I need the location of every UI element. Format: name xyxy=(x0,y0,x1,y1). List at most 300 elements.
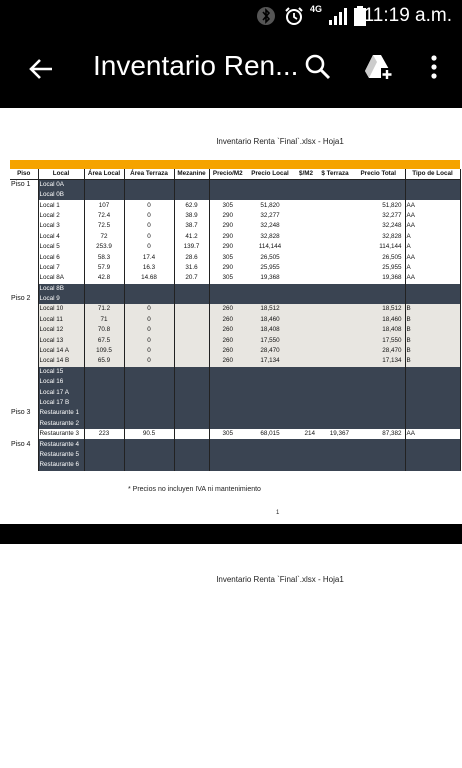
local-name-cell: Local 13 xyxy=(38,335,84,345)
local-name-cell: Local 8A xyxy=(38,273,84,283)
table-cell: 87,382 xyxy=(382,430,402,438)
table-cell xyxy=(318,356,352,366)
table-row xyxy=(10,221,460,231)
table-cell: 0 xyxy=(124,242,174,252)
table-cell xyxy=(294,387,318,397)
table-cell xyxy=(174,377,209,387)
header-cell: Tipo de Local xyxy=(405,169,460,180)
table-cell xyxy=(84,367,124,377)
floor-cell: Piso 2 xyxy=(10,294,38,304)
table-row xyxy=(10,408,460,418)
table-cell: A xyxy=(405,242,460,252)
header-cell: Local xyxy=(38,169,84,180)
table-cell xyxy=(294,450,318,460)
table-cell xyxy=(318,200,352,210)
local-name-cell: Local 12 xyxy=(38,325,84,335)
table-cell xyxy=(84,419,124,429)
table-cell xyxy=(174,387,209,397)
footnote: * Precios no incluyen IVA ni mantenimiento xyxy=(128,486,261,493)
table-cell: 17,134 xyxy=(352,356,405,366)
table-cell: AA xyxy=(405,221,460,231)
table-row xyxy=(10,242,460,252)
table-cell: 260 xyxy=(209,304,246,314)
table-cell xyxy=(209,439,246,449)
table-cell: 114,144 xyxy=(258,243,282,251)
table-cell: 65.9 xyxy=(84,356,124,366)
more-options-icon[interactable] xyxy=(424,53,444,81)
document-page-2[interactable] xyxy=(0,544,462,768)
table-cell xyxy=(318,273,352,283)
table-cell: A xyxy=(405,232,460,242)
local-name-cell: Local 9 xyxy=(38,294,84,304)
table-cell: 26,505 xyxy=(382,253,402,261)
table-cell xyxy=(84,180,124,191)
table-cell: 32,828 xyxy=(260,232,280,240)
table-cell xyxy=(294,200,318,210)
table-cell: 109.5 xyxy=(84,346,124,356)
table-cell: 0 xyxy=(124,232,174,242)
table-cell: 58.3 xyxy=(84,252,124,262)
header-accent-bar xyxy=(10,160,460,169)
document-page-1[interactable] xyxy=(0,108,462,524)
table-cell: 51,820 xyxy=(260,201,280,209)
table-cell: 18,460 xyxy=(352,315,405,325)
table-cell xyxy=(294,325,318,335)
sheet-title: Inventario Renta `Final`.xlsx - Hoja1 xyxy=(216,137,344,146)
floor-cell: Piso 3 xyxy=(10,408,38,418)
table-cell xyxy=(352,398,405,408)
table-cell xyxy=(294,408,318,418)
table-cell: 41.2 xyxy=(174,232,209,242)
table-cell xyxy=(174,315,209,325)
table-cell: 25,955 xyxy=(260,263,280,271)
table-cell xyxy=(318,180,352,191)
table-row xyxy=(10,304,460,314)
table-cell: 62.9 xyxy=(174,200,209,210)
floor-cell xyxy=(10,429,38,439)
local-name-cell: Local 0A xyxy=(38,180,84,191)
table-row xyxy=(10,398,460,408)
table-cell xyxy=(246,284,294,294)
table-cell: B xyxy=(405,356,460,366)
table-row xyxy=(10,180,460,191)
floor-cell xyxy=(10,398,38,408)
floor-cell xyxy=(10,284,38,294)
table-cell xyxy=(246,294,294,304)
table-row xyxy=(10,273,460,283)
table-cell: 17,550 xyxy=(246,335,294,345)
table-cell xyxy=(294,398,318,408)
table-cell: 19,367 xyxy=(329,430,349,438)
table-cell xyxy=(405,419,460,429)
table-cell xyxy=(294,346,318,356)
table-cell xyxy=(405,460,460,470)
table-cell xyxy=(405,439,460,449)
inventory-table xyxy=(10,169,461,471)
table-cell: 290 xyxy=(209,211,246,221)
table-cell xyxy=(318,367,352,377)
page-number: 1 xyxy=(276,510,280,516)
table-cell: 19,368 xyxy=(382,274,402,282)
table-cell: 17,550 xyxy=(352,335,405,345)
table-row xyxy=(10,335,460,345)
table-cell xyxy=(405,284,460,294)
table-cell xyxy=(174,294,209,304)
header-cell: Precio/M2 xyxy=(209,169,246,180)
document-title: Inventario Ren... xyxy=(93,50,299,81)
floor-cell xyxy=(10,356,38,366)
table-cell xyxy=(124,419,174,429)
page-gap xyxy=(0,524,462,544)
table-cell: 305 xyxy=(209,252,246,262)
table-cell: B xyxy=(405,346,460,356)
table-cell xyxy=(318,346,352,356)
table-cell xyxy=(294,356,318,366)
clock: 11:19 a.m. xyxy=(363,5,452,26)
table-cell xyxy=(124,180,174,191)
header-cell: Área Terraza xyxy=(124,169,174,180)
table-row xyxy=(10,263,460,273)
table-cell xyxy=(318,460,352,470)
table-row xyxy=(10,325,460,335)
local-name-cell: Local 16 xyxy=(38,377,84,387)
table-cell xyxy=(318,294,352,304)
table-cell xyxy=(318,398,352,408)
table-cell: 32,277 xyxy=(260,211,280,219)
table-cell xyxy=(318,263,352,273)
table-cell xyxy=(294,180,318,191)
table-cell xyxy=(294,304,318,314)
table-cell xyxy=(174,284,209,294)
table-cell: 17.4 xyxy=(124,252,174,262)
table-cell xyxy=(124,377,174,387)
table-cell: 19,368 xyxy=(260,274,280,282)
table-cell xyxy=(174,325,209,335)
table-cell xyxy=(124,387,174,397)
table-cell: AA xyxy=(405,429,460,439)
table-cell xyxy=(352,460,405,470)
table-cell xyxy=(174,180,209,191)
table-cell: 17,134 xyxy=(246,356,294,366)
table-cell: 0 xyxy=(124,200,174,210)
table-cell: 32,828 xyxy=(382,232,402,240)
local-name-cell: Local 17 B xyxy=(38,398,84,408)
table-cell xyxy=(209,190,246,200)
table-cell xyxy=(318,190,352,200)
table-cell xyxy=(318,304,352,314)
local-name-cell: Restaurante 5 xyxy=(38,450,84,460)
table-cell xyxy=(294,252,318,262)
table-cell xyxy=(294,439,318,449)
table-cell: 28.6 xyxy=(174,252,209,262)
local-name-cell: Local 14 B xyxy=(38,356,84,366)
table-cell xyxy=(294,190,318,200)
local-name-cell: Local 2 xyxy=(38,211,84,221)
table-cell xyxy=(318,439,352,449)
floor-cell xyxy=(10,252,38,262)
table-cell: 0 xyxy=(124,325,174,335)
table-cell: 139.7 xyxy=(174,242,209,252)
table-cell: 28,470 xyxy=(352,346,405,356)
floor-cell xyxy=(10,367,38,377)
local-name-cell: Local 7 xyxy=(38,263,84,273)
local-name-cell: Local 10 xyxy=(38,304,84,314)
table-cell: 290 xyxy=(209,242,246,252)
table-cell xyxy=(405,180,460,191)
table-cell xyxy=(352,367,405,377)
local-name-cell: Local 1 xyxy=(38,200,84,210)
table-cell xyxy=(246,408,294,418)
spreadsheet xyxy=(10,160,460,471)
table-cell xyxy=(84,284,124,294)
table-cell xyxy=(174,450,209,460)
table-cell: 114,144 xyxy=(379,243,402,251)
table-cell xyxy=(318,211,352,221)
header-cell: $/M2 xyxy=(294,169,318,180)
floor-cell xyxy=(10,419,38,429)
table-cell xyxy=(294,335,318,345)
floor-cell xyxy=(10,335,38,345)
status-bar xyxy=(0,0,462,32)
table-row xyxy=(10,232,460,242)
table-row xyxy=(10,439,460,449)
table-cell xyxy=(124,460,174,470)
table-row xyxy=(10,450,460,460)
table-cell: B xyxy=(405,325,460,335)
table-cell xyxy=(405,450,460,460)
table-cell xyxy=(318,377,352,387)
app-bar xyxy=(0,32,462,108)
local-name-cell: Restaurante 3 xyxy=(38,429,84,439)
table-cell: 16.3 xyxy=(124,263,174,273)
table-cell xyxy=(246,367,294,377)
local-name-cell: Restaurante 6 xyxy=(38,460,84,470)
table-cell xyxy=(209,294,246,304)
table-cell xyxy=(318,408,352,418)
table-cell: 260 xyxy=(209,315,246,325)
table-cell xyxy=(209,180,246,191)
table-cell xyxy=(209,450,246,460)
table-cell xyxy=(318,252,352,262)
table-cell xyxy=(352,284,405,294)
table-cell xyxy=(318,325,352,335)
table-cell xyxy=(352,294,405,304)
table-cell xyxy=(352,450,405,460)
table-cell: 26,505 xyxy=(260,253,280,261)
header-cell: Mezanine xyxy=(174,169,209,180)
table-header-row xyxy=(10,169,460,180)
table-cell: 72.4 xyxy=(84,211,124,221)
table-cell xyxy=(352,377,405,387)
table-cell xyxy=(84,398,124,408)
table-cell xyxy=(405,387,460,397)
table-cell xyxy=(246,398,294,408)
table-cell: 18,512 xyxy=(246,304,294,314)
table-cell: 72 xyxy=(84,232,124,242)
local-name-cell: Restaurante 2 xyxy=(38,419,84,429)
local-name-cell: Local 8B xyxy=(38,284,84,294)
table-cell xyxy=(209,419,246,429)
table-cell xyxy=(405,398,460,408)
table-cell xyxy=(174,304,209,314)
table-cell xyxy=(209,367,246,377)
table-cell: AA xyxy=(405,211,460,221)
table-cell xyxy=(352,419,405,429)
table-cell: 0 xyxy=(124,211,174,221)
table-cell: 32,277 xyxy=(382,211,402,219)
header-cell: $ Terraza xyxy=(318,169,352,180)
alarm-icon xyxy=(284,6,304,26)
table-cell xyxy=(124,408,174,418)
floor-cell xyxy=(10,190,38,200)
table-row xyxy=(10,346,460,356)
table-cell: 290 xyxy=(209,263,246,273)
table-cell xyxy=(84,377,124,387)
table-cell xyxy=(318,284,352,294)
table-cell xyxy=(318,450,352,460)
table-cell xyxy=(124,398,174,408)
add-to-drive-icon[interactable] xyxy=(363,53,393,81)
table-cell xyxy=(174,356,209,366)
table-cell xyxy=(174,346,209,356)
table-cell: 305 xyxy=(209,429,246,439)
table-cell: 18,408 xyxy=(246,325,294,335)
table-cell xyxy=(405,294,460,304)
table-row xyxy=(10,377,460,387)
table-cell: 68,015 xyxy=(260,430,280,438)
table-cell xyxy=(294,273,318,283)
table-cell: 14.68 xyxy=(124,273,174,283)
table-cell xyxy=(318,242,352,252)
table-cell xyxy=(352,180,405,191)
network-type-label: 4G xyxy=(310,4,323,14)
table-cell xyxy=(294,284,318,294)
table-cell: A xyxy=(405,263,460,273)
table-cell xyxy=(84,450,124,460)
table-cell xyxy=(174,439,209,449)
table-row xyxy=(10,294,460,304)
local-name-cell: Local 15 xyxy=(38,367,84,377)
table-cell: 18,408 xyxy=(352,325,405,335)
floor-cell xyxy=(10,273,38,283)
table-cell xyxy=(405,377,460,387)
table-cell xyxy=(405,190,460,200)
table-row xyxy=(10,356,460,366)
table-cell: 71 xyxy=(84,315,124,325)
table-cell: AA xyxy=(405,200,460,210)
table-cell xyxy=(318,387,352,397)
floor-cell: Piso 1 xyxy=(10,180,38,191)
bluetooth-icon xyxy=(256,6,276,26)
table-cell: 57.9 xyxy=(84,263,124,273)
table-cell: 0 xyxy=(124,335,174,345)
table-cell: 32,248 xyxy=(382,222,402,230)
header-cell: Precio Local xyxy=(246,169,294,180)
local-name-cell: Restaurante 1 xyxy=(38,408,84,418)
table-cell: 90.5 xyxy=(124,429,174,439)
table-cell xyxy=(294,419,318,429)
table-row xyxy=(10,387,460,397)
search-icon[interactable] xyxy=(304,53,332,81)
table-cell xyxy=(84,439,124,449)
table-cell xyxy=(174,190,209,200)
table-cell xyxy=(124,450,174,460)
table-cell: 20.7 xyxy=(174,273,209,283)
table-cell xyxy=(84,460,124,470)
local-name-cell: Local 5 xyxy=(38,242,84,252)
table-cell xyxy=(246,377,294,387)
table-cell xyxy=(124,294,174,304)
table-cell xyxy=(352,408,405,418)
table-cell xyxy=(84,190,124,200)
table-cell: 305 xyxy=(209,273,246,283)
table-cell: 51,820 xyxy=(382,201,402,209)
sheet-title: Inventario Renta `Final`.xlsx - Hoja1 xyxy=(216,575,344,584)
table-cell: B xyxy=(405,335,460,345)
table-cell xyxy=(174,408,209,418)
table-cell: 18,512 xyxy=(352,304,405,314)
floor-cell xyxy=(10,460,38,470)
table-cell: AA xyxy=(405,273,460,283)
floor-cell xyxy=(10,346,38,356)
floor-cell: Piso 4 xyxy=(10,439,38,449)
table-cell xyxy=(352,190,405,200)
table-cell: AA xyxy=(405,252,460,262)
table-row xyxy=(10,419,460,429)
table-cell xyxy=(318,221,352,231)
table-cell xyxy=(174,367,209,377)
table-cell xyxy=(124,190,174,200)
floor-cell xyxy=(10,232,38,242)
table-cell: 38.7 xyxy=(174,221,209,231)
table-cell: 260 xyxy=(209,335,246,345)
table-cell: 32,248 xyxy=(260,222,280,230)
table-cell xyxy=(318,335,352,345)
table-cell: 38.9 xyxy=(174,211,209,221)
back-arrow-icon[interactable] xyxy=(26,54,56,84)
local-name-cell: Local 4 xyxy=(38,232,84,242)
table-cell xyxy=(246,180,294,191)
table-cell: 260 xyxy=(209,346,246,356)
table-cell xyxy=(209,284,246,294)
header-cell: Piso xyxy=(10,169,38,180)
table-cell: 70.8 xyxy=(84,325,124,335)
table-cell xyxy=(246,190,294,200)
table-cell xyxy=(209,377,246,387)
floor-cell xyxy=(10,387,38,397)
table-cell: B xyxy=(405,315,460,325)
table-cell: 0 xyxy=(124,315,174,325)
table-cell xyxy=(405,367,460,377)
floor-cell xyxy=(10,304,38,314)
floor-cell xyxy=(10,450,38,460)
local-name-cell: Local 6 xyxy=(38,252,84,262)
table-cell xyxy=(294,221,318,231)
table-cell xyxy=(405,408,460,418)
table-cell: 0 xyxy=(124,346,174,356)
table-cell xyxy=(209,460,246,470)
table-cell xyxy=(174,460,209,470)
table-cell: 72.5 xyxy=(84,221,124,231)
header-cell: Precio Total xyxy=(352,169,405,180)
table-cell xyxy=(318,232,352,242)
floor-cell xyxy=(10,242,38,252)
table-cell xyxy=(294,460,318,470)
table-cell: 31.6 xyxy=(174,263,209,273)
table-row xyxy=(10,284,460,294)
table-cell xyxy=(124,367,174,377)
table-row xyxy=(10,460,460,470)
